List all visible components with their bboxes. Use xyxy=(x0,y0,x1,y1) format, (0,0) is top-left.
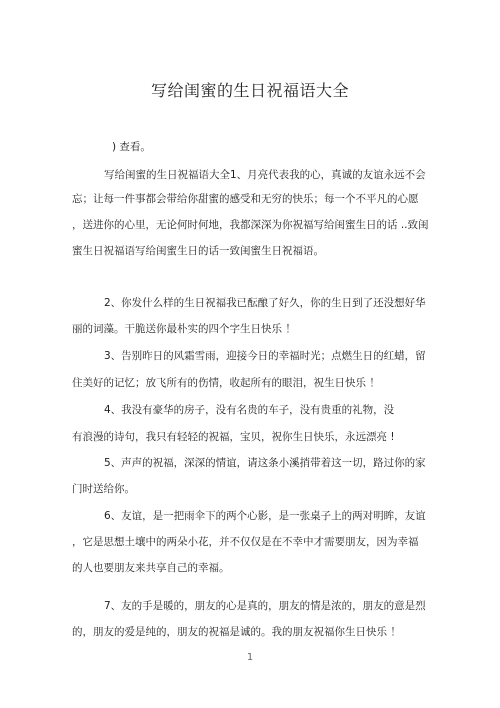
document-title: 写给闺蜜的生日祝福语大全 xyxy=(150,81,349,100)
text-line: 5、声声的祝福，深深的情谊，请这条小溪捎带着这一切，路过你的家 xyxy=(104,457,426,469)
text-line: ，它是思想土壤中的两朵小花，并不仅仅是在不幸中才需要朋友，因为幸福 xyxy=(72,536,419,548)
text-line: 的，朋友的爱是纯的，朋友的祝福是诚的。我的朋友祝福你生日快乐 ！ xyxy=(72,626,401,638)
text-line: 门时送给你。 xyxy=(72,483,135,495)
text-line: 3、告别昨日的风霜雪雨，迎接今日的幸福时光；点燃生日的红蜡，留 xyxy=(104,350,426,362)
text-line: 写给闺蜜的生日祝福语大全1、月亮代表我的心，真诚的友谊永远不会 xyxy=(104,169,426,181)
text-line: ，送进你的心里，无论何时何地，我都深深为你祝福写给闺蜜生日的话 ..致闺 xyxy=(72,219,429,231)
text-line: 丽的词藻。干脆送你最朴实的四个字生日快乐 ！ xyxy=(72,323,296,335)
text-line: ) 查看。 xyxy=(112,141,151,153)
text-line: 7、友的手是暖的，朋友的心是真的，朋友的情是浓的，朋友的意是烈 xyxy=(104,600,426,612)
text-line: 忘；让每一件事都会带给你甜蜜的感受和无穷的快乐；每一个不平凡的心愿 xyxy=(72,193,419,205)
text-line: 的人也要朋友来共享自己的幸福。 xyxy=(72,562,230,574)
text-line: 蜜生日祝福语写给闺蜜生日的话一致闺蜜生日祝福语。 xyxy=(72,245,324,257)
text-line: 6、友谊，是一把雨伞下的两个心影，是一张桌子上的两对明眸，友谊 xyxy=(104,510,426,522)
text-line: 住美好的记忆；放飞所有的伤情，收起所有的眼泪，祝生日快乐 ！ xyxy=(72,377,380,389)
page-number: 1 xyxy=(246,652,254,663)
text-line: 有浪漫的诗句，我只有轻轻的祝福，宝贝，祝你生日快乐，永远漂亮 ! xyxy=(72,431,395,443)
text-line: 4、我没有豪华的房子，没有名贵的车子，没有贵重的礼物，没 xyxy=(104,404,395,416)
text-line: 2、你发什么样的生日祝福我已酝酿了好久，你的生日到了还没想好华 xyxy=(104,297,426,309)
